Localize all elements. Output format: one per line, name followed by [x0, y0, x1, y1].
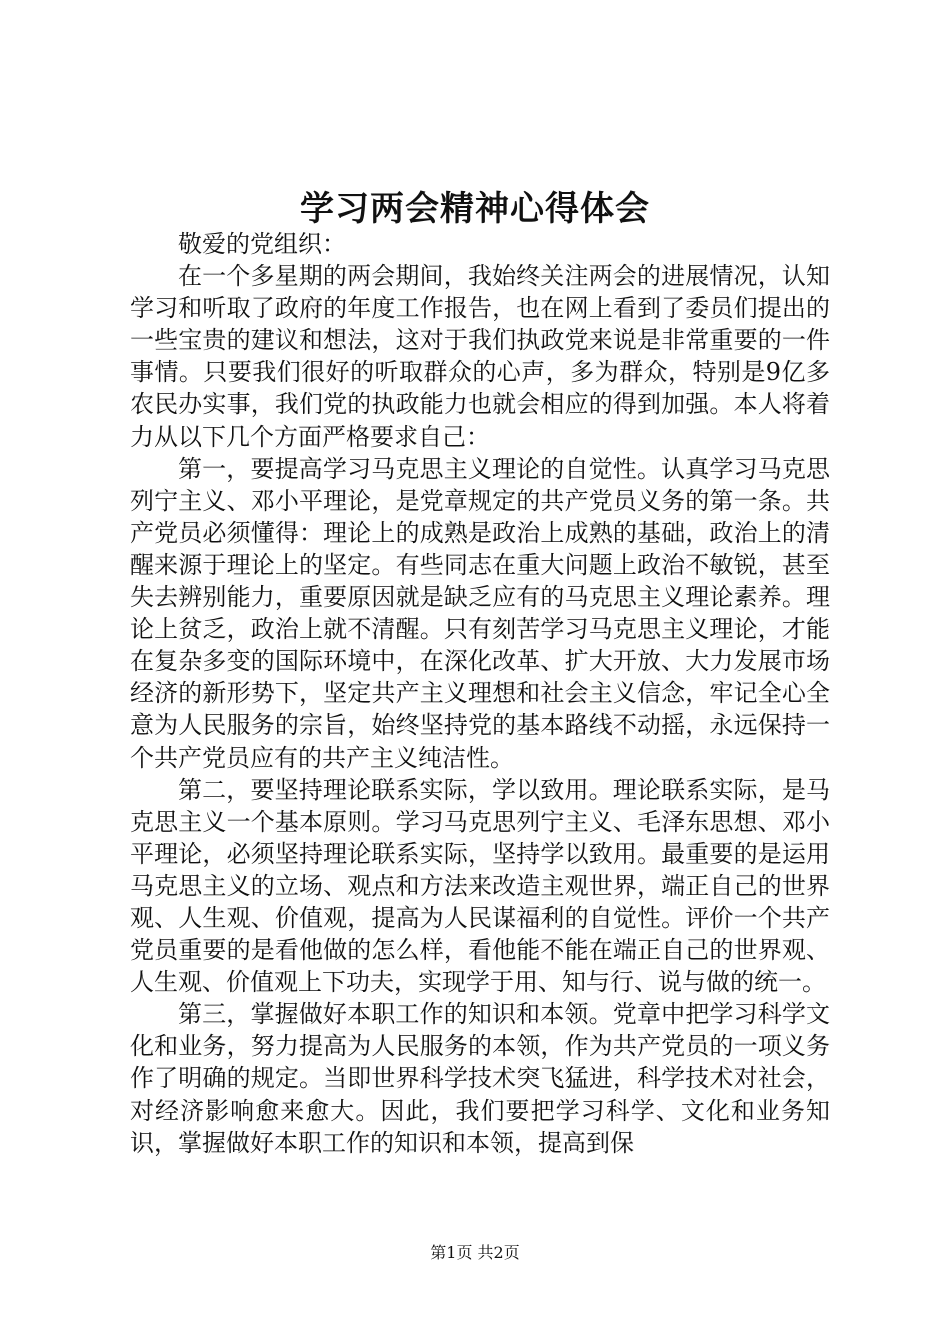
paragraph-third: 第三，掌握做好本职工作的知识和本领。党章中把学习科学文化和业务，努力提高为人民服务的本领，作为共产党员的一项义务作了明确的规定。当即世界科学技术突飞猛进，科学技术对社会，对经济影响愈来愈大。因此，我们要把学习科学、文化和业务知识，掌握做好本职工作的知识和本领，提高到保: [130, 1000, 830, 1157]
paragraph-intro: 在一个多星期的两会期间，我始终关注两会的进展情况，认知学习和听取了政府的年度工作报告，也在网上看到了委员们提出的一些宝贵的建议和想法，这对于我们执政党来说是非常重要的一件事情。只要我们很好的听取群众的心声，多为群众，特别是9亿多农民办实事，我们党的执政能力也就会相应的得到加强。本人将着力从以下几个方面严格要求自己：: [130, 262, 830, 451]
page-footer: 第1页 共2页: [430, 1243, 520, 1262]
paragraph-second: 第二，要坚持理论联系实际，学以致用。理论联系实际，是马克思主义一个基本原则。学习马克思列宁主义、毛泽东思想、邓小平理论，必须坚持理论联系实际，坚持学以致用。最重要的是运用马克思主义的立场、观点和方法来改造主观世界，端正自己的世界观、人生观、价值观，提高为人民谋福利的自觉性。评价一个共产党员重要的是看他做的怎么样，看他能不能在端正自己的世界观、人生观、价值观上下功夫，实现学于用、知与行、说与做的统一。: [130, 775, 830, 997]
document-body: [130, 228, 830, 1159]
document-title: 学习两会精神心得体会: [300, 189, 650, 229]
paragraph-first: 第一，要提高学习马克思主义理论的自觉性。认真学习马克思列宁主义、邓小平理论，是党章规定的共产党员义务的第一条。共产党员必须懂得：理论上的成熟是政治上成熟的基础，政治上的清醒来源于理论上的坚定。有些同志在重大问题上政治不敏锐，甚至失去辨别能力，重要原因就是缺乏应有的马克思主义理论素养。理论上贫乏，政治上就不清醒。只有刻苦学习马克思主义理论，才能在复杂多变的国际环境中，在深化改革、扩大开放、大力发展市场经济的新形势下，坚定共产主义理想和社会主义信念，牢记全心全意为人民服务的宗旨，始终坚持党的基本路线不动摇，永远保持一个共产党员应有的共产主义纯洁性。: [130, 454, 830, 772]
salutation: 敬爱的党组织：: [178, 230, 346, 258]
